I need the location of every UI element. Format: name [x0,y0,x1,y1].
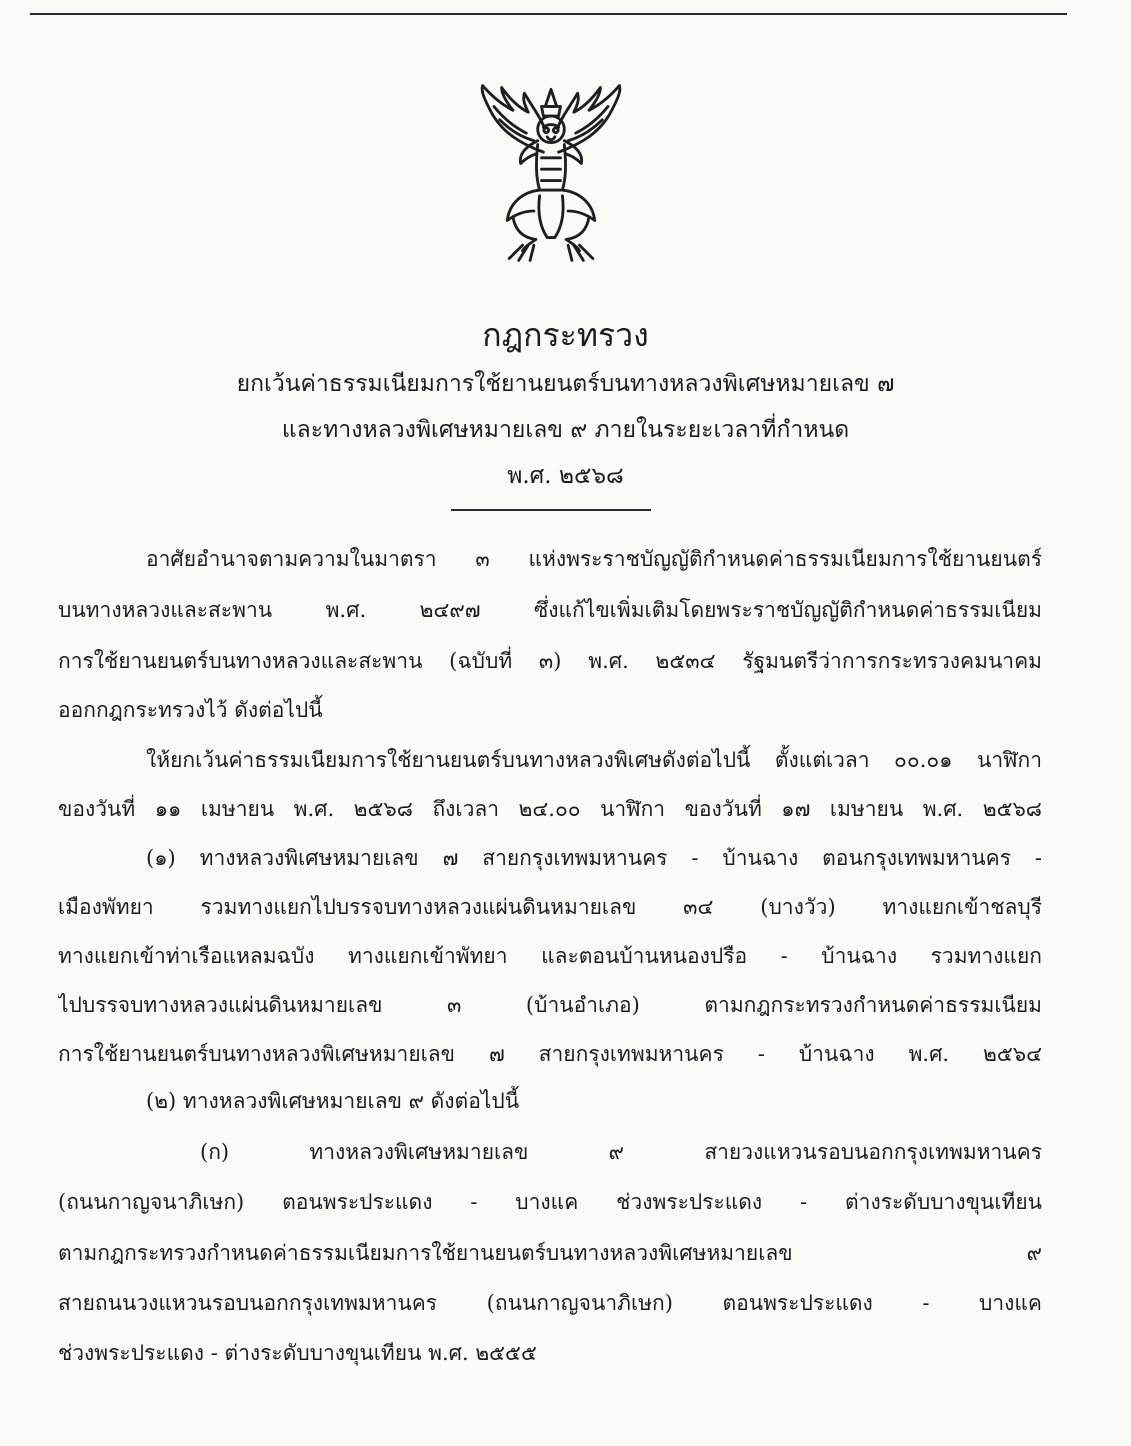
item2a-line-5: ช่วงพระประแดง - ต่างระดับบางขุนเทียน พ.ศ. ๒๕๕๕ [58,1341,537,1365]
item1-line-5: การใช้ยานยนตร์บนทางหลวงพิเศษหมายเลข ๗ สายกรุงเทพมหานคร - บ้านฉาง พ.ศ. ๒๕๖๔ [58,1042,1042,1066]
preamble-line-1: อาศัยอำนาจตามความในมาตรา ๓ แห่งพระราชบัญญัติกำหนดค่าธรรมเนียมการใช้ยานยนตร์ [146,547,1042,571]
preamble-line-3: การใช้ยานยนตร์บนทางหลวงและสะพาน (ฉบับที่ ๓) พ.ศ. ๒๕๓๔ รัฐมนตรีว่าการกระทรวงคมนาคม [58,649,1042,673]
document-title: กฎกระทรวง [482,316,649,354]
item2a-line-1: (ก) ทางหลวงพิเศษหมายเลข ๙ สายวงแหวนรอบนอกกรุงเทพมหานคร [200,1140,1042,1164]
subtitle-line-1: ยกเว้นค่าธรรมเนียมการใช้ยานยนตร์บนทางหลวงพิเศษหมายเลข ๗ [236,371,895,397]
exemption-line-1: ให้ยกเว้นค่าธรรมเนียมการใช้ยานยนตร์บนทางหลวงพิเศษดังต่อไปนี้ ตั้งแต่เวลา ๐๐.๐๑ นาฬิกา [146,748,1042,772]
item2a-line-4: สายถนนวงแหวนรอบนอกกรุงเทพมหานคร (ถนนกาญจนาภิเษก) ตอนพระประแดง - บางแค [58,1291,1042,1315]
item1-line-3: ทางแยกเข้าท่าเรือแหลมฉบัง ทางแยกเข้าพัทยา และตอนบ้านหนองปรือ - บ้านฉาง รวมทางแยก [58,944,1042,968]
garuda-emblem-icon [456,78,646,268]
item2a-line-3: ตามกฎกระทรวงกำหนดค่าธรรมเนียมการใช้ยานยนตร์บนทางหลวงพิเศษหมายเลข ๙ [58,1241,1042,1265]
item1-line-1: (๑) ทางหลวงพิเศษหมายเลข ๗ สายกรุงเทพมหานคร - บ้านฉาง ตอนกรุงเทพมหานคร - [146,846,1042,870]
item1-line-4: ไปบรรจบทางหลวงแผ่นดินหมายเลข ๓ (บ้านอำเภอ) ตามกฎกระทรวงกำหนดค่าธรรมเนียม [58,993,1042,1017]
subtitle-year: พ.ศ. ๒๕๖๘ [507,463,624,489]
subtitle-line-2: และทางหลวงพิเศษหมายเลข ๙ ภายในระยะเวลาที่กำหนด [281,417,850,443]
preamble-line-2: บนทางหลวงและสะพาน พ.ศ. ๒๔๙๗ ซึ่งแก้ไขเพิ่มเติมโดยพระราชบัญญัติกำหนดค่าธรรมเนียม [58,598,1042,622]
item2-heading: (๒) ทางหลวงพิเศษหมายเลข ๙ ดังต่อไปนี้ [146,1089,520,1113]
item2a-line-2: (ถนนกาญจนาภิเษก) ตอนพระประแดง - บางแค ช่วงพระประแดง - ต่างระดับบางขุนเทียน [58,1190,1042,1214]
header-rule [30,13,1067,15]
preamble-line-4: ออกกฎกระทรวงไว้ ดังต่อไปนี้ [58,698,323,722]
title-divider [451,509,651,511]
exemption-line-2: ของวันที่ ๑๑ เมษายน พ.ศ. ๒๕๖๘ ถึงเวลา ๒๔.๐๐ นาฬิกา ของวันที่ ๑๗ เมษายน พ.ศ. ๒๕๖๘ [58,797,1042,821]
item1-line-2: เมืองพัทยา รวมทางแยกไปบรรจบทางหลวงแผ่นดินหมายเลข ๓๔ (บางวัว) ทางแยกเข้าชลบุรี [58,895,1042,919]
